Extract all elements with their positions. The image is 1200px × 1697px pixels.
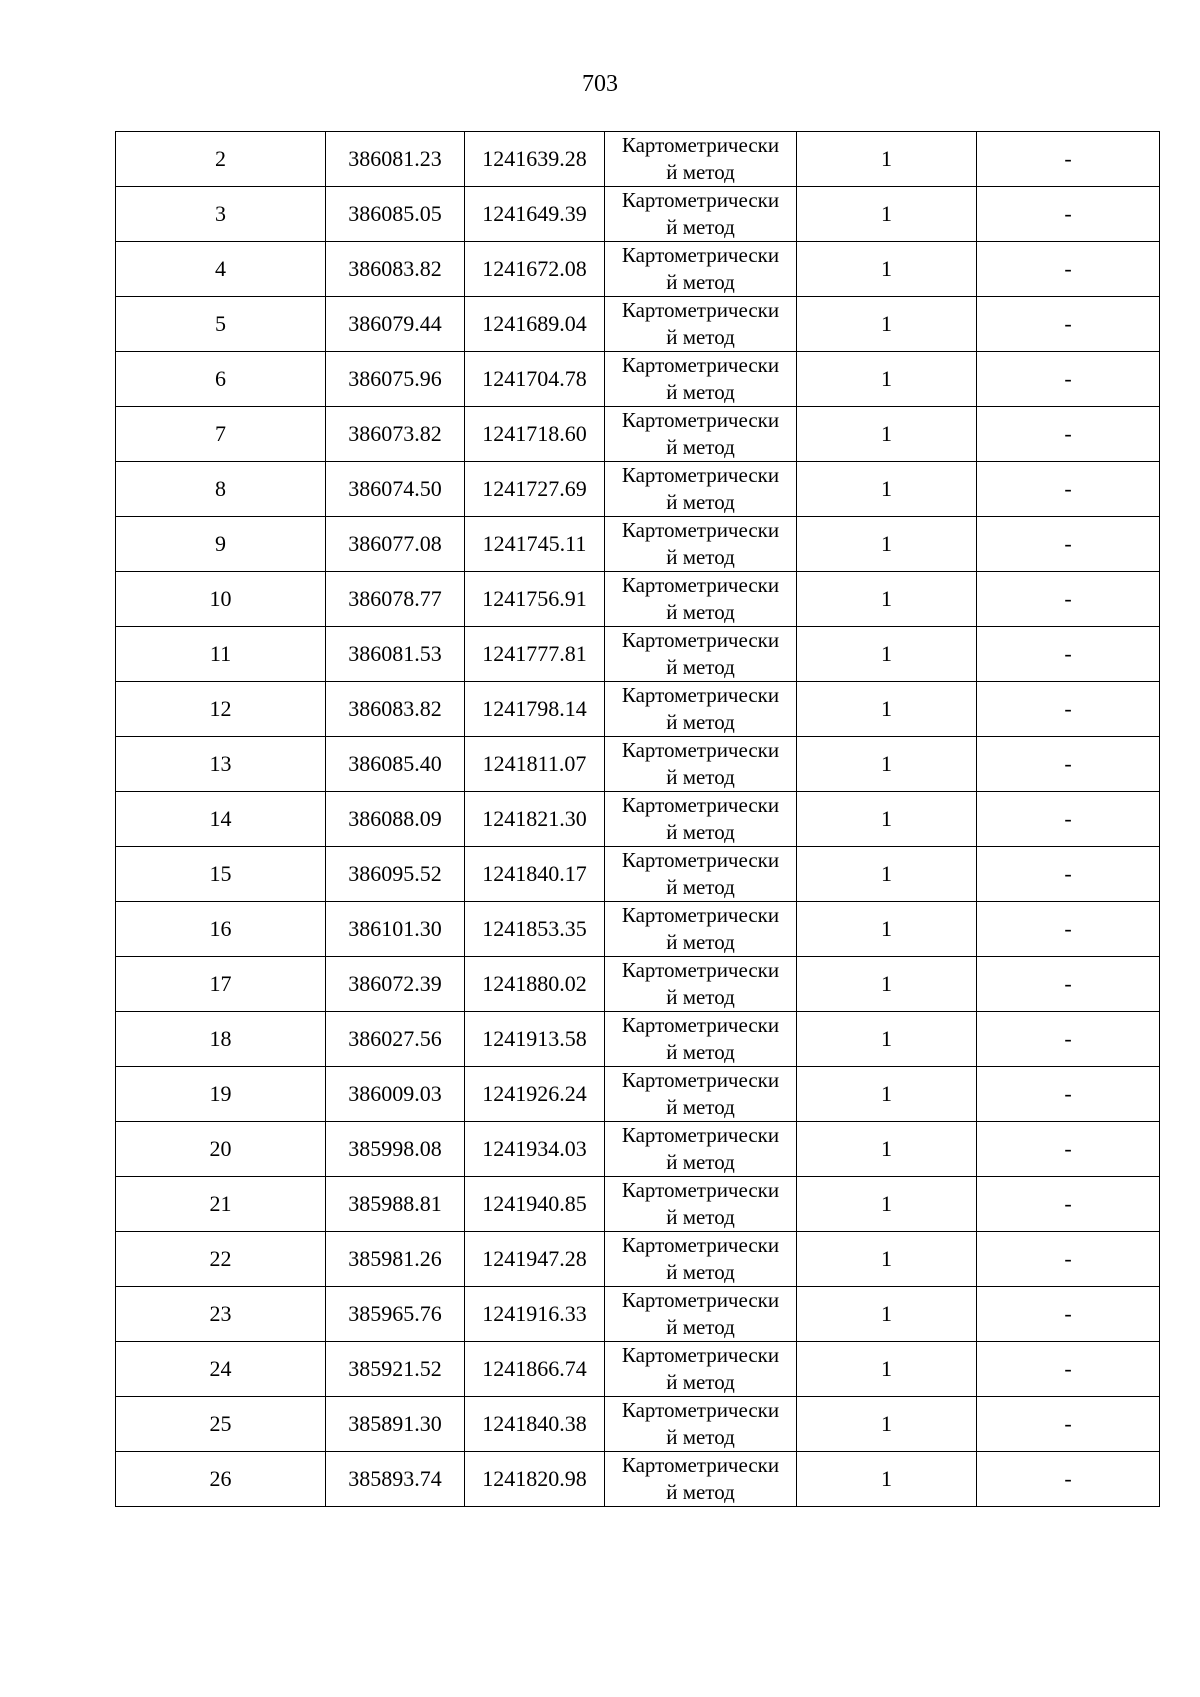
method-line-2: й метод — [666, 1150, 735, 1174]
method-cell — [605, 737, 797, 792]
y-coordinate-cell: 1241820.98 — [465, 1452, 605, 1507]
point-number-cell: 18 — [116, 1012, 326, 1067]
note-cell: - — [977, 737, 1160, 792]
method-line-2: й метод — [666, 655, 735, 679]
method-line-1: Картометрически — [621, 353, 780, 377]
method-line-1: Картометрически — [621, 1288, 780, 1312]
accuracy-cell: 1 — [797, 792, 977, 847]
method-cell — [605, 682, 797, 737]
y-coordinate-cell: 1241756.91 — [465, 572, 605, 627]
method-line-1: Картометрически — [621, 958, 780, 982]
method-line-1: Картометрически — [621, 463, 780, 487]
method-cell — [605, 132, 797, 187]
method-cell — [605, 1177, 797, 1232]
x-coordinate-cell: 385893.74 — [326, 1452, 465, 1507]
note-cell: - — [977, 1012, 1160, 1067]
point-number-cell: 20 — [116, 1122, 326, 1177]
y-coordinate-cell: 1241940.85 — [465, 1177, 605, 1232]
method-cell — [605, 187, 797, 242]
method-line-1: Картометрически — [621, 903, 780, 927]
method-cell — [605, 1287, 797, 1342]
accuracy-cell: 1 — [797, 1012, 977, 1067]
method-line-1: Картометрически — [621, 683, 780, 707]
accuracy-cell: 1 — [797, 1232, 977, 1287]
x-coordinate-cell: 386009.03 — [326, 1067, 465, 1122]
point-number-cell: 16 — [116, 902, 326, 957]
x-coordinate-cell: 386075.96 — [326, 352, 465, 407]
y-coordinate-cell: 1241934.03 — [465, 1122, 605, 1177]
table-row — [116, 737, 1160, 792]
y-coordinate-cell: 1241913.58 — [465, 1012, 605, 1067]
page-number: 703 — [582, 71, 618, 97]
point-number-cell: 3 — [116, 187, 326, 242]
point-number-cell: 10 — [116, 572, 326, 627]
y-coordinate-cell: 1241840.38 — [465, 1397, 605, 1452]
table-row — [116, 132, 1160, 187]
x-coordinate-cell: 385921.52 — [326, 1342, 465, 1397]
point-number-cell: 22 — [116, 1232, 326, 1287]
point-number-cell: 4 — [116, 242, 326, 297]
method-cell — [605, 462, 797, 517]
method-line-2: й метод — [666, 765, 735, 789]
point-number-cell: 15 — [116, 847, 326, 902]
point-number-cell: 12 — [116, 682, 326, 737]
method-line-1: Картометрически — [621, 1398, 780, 1422]
y-coordinate-cell: 1241639.28 — [465, 132, 605, 187]
x-coordinate-cell: 385981.26 — [326, 1232, 465, 1287]
x-coordinate-cell: 385965.76 — [326, 1287, 465, 1342]
point-number-cell: 17 — [116, 957, 326, 1012]
accuracy-cell: 1 — [797, 572, 977, 627]
method-cell — [605, 1342, 797, 1397]
accuracy-cell: 1 — [797, 847, 977, 902]
y-coordinate-cell: 1241745.11 — [465, 517, 605, 572]
table-row — [116, 1232, 1160, 1287]
note-cell: - — [977, 1452, 1160, 1507]
accuracy-cell: 1 — [797, 297, 977, 352]
coordinates-table-body — [116, 132, 1160, 1507]
accuracy-cell: 1 — [797, 1397, 977, 1452]
point-number-cell: 21 — [116, 1177, 326, 1232]
table-row — [116, 1012, 1160, 1067]
method-line-1: Картометрически — [621, 298, 780, 322]
accuracy-cell: 1 — [797, 132, 977, 187]
table-row — [116, 1067, 1160, 1122]
point-number-cell: 13 — [116, 737, 326, 792]
table-row — [116, 462, 1160, 517]
method-cell — [605, 847, 797, 902]
accuracy-cell: 1 — [797, 352, 977, 407]
method-line-2: й метод — [666, 215, 735, 239]
method-cell — [605, 1232, 797, 1287]
method-line-1: Картометрически — [621, 1453, 780, 1477]
y-coordinate-cell: 1241689.04 — [465, 297, 605, 352]
accuracy-cell: 1 — [797, 242, 977, 297]
note-cell: - — [977, 407, 1160, 462]
y-coordinate-cell: 1241704.78 — [465, 352, 605, 407]
x-coordinate-cell: 386095.52 — [326, 847, 465, 902]
x-coordinate-cell: 386074.50 — [326, 462, 465, 517]
note-cell: - — [977, 1177, 1160, 1232]
accuracy-cell: 1 — [797, 1452, 977, 1507]
y-coordinate-cell: 1241926.24 — [465, 1067, 605, 1122]
accuracy-cell: 1 — [797, 957, 977, 1012]
x-coordinate-cell: 386083.82 — [326, 242, 465, 297]
table-row — [116, 902, 1160, 957]
method-cell — [605, 297, 797, 352]
method-line-2: й метод — [666, 820, 735, 844]
method-line-1: Картометрически — [621, 133, 780, 157]
x-coordinate-cell: 385998.08 — [326, 1122, 465, 1177]
method-cell — [605, 242, 797, 297]
note-cell: - — [977, 187, 1160, 242]
x-coordinate-cell: 386085.40 — [326, 737, 465, 792]
table-row — [116, 682, 1160, 737]
accuracy-cell: 1 — [797, 462, 977, 517]
table-row — [116, 847, 1160, 902]
method-line-1: Картометрически — [621, 1068, 780, 1092]
table-row — [116, 957, 1160, 1012]
method-line-1: Картометрически — [621, 738, 780, 762]
point-number-cell: 5 — [116, 297, 326, 352]
method-line-2: й метод — [666, 1370, 735, 1394]
table-row — [116, 517, 1160, 572]
accuracy-cell: 1 — [797, 1177, 977, 1232]
method-line-1: Картометрически — [621, 793, 780, 817]
accuracy-cell: 1 — [797, 1287, 977, 1342]
method-line-1: Картометрически — [621, 848, 780, 872]
accuracy-cell: 1 — [797, 1067, 977, 1122]
accuracy-cell: 1 — [797, 902, 977, 957]
note-cell: - — [977, 902, 1160, 957]
method-cell — [605, 902, 797, 957]
point-number-cell: 9 — [116, 517, 326, 572]
y-coordinate-cell: 1241866.74 — [465, 1342, 605, 1397]
point-number-cell: 6 — [116, 352, 326, 407]
note-cell: - — [977, 462, 1160, 517]
method-cell — [605, 1012, 797, 1067]
accuracy-cell: 1 — [797, 682, 977, 737]
x-coordinate-cell: 386073.82 — [326, 407, 465, 462]
point-number-cell: 23 — [116, 1287, 326, 1342]
point-number-cell: 7 — [116, 407, 326, 462]
table-row — [116, 1452, 1160, 1507]
point-number-cell: 19 — [116, 1067, 326, 1122]
method-line-2: й метод — [666, 490, 735, 514]
note-cell: - — [977, 517, 1160, 572]
x-coordinate-cell: 386077.08 — [326, 517, 465, 572]
method-line-1: Картометрически — [621, 1013, 780, 1037]
method-line-1: Картометрически — [621, 408, 780, 432]
method-line-1: Картометрически — [621, 518, 780, 542]
y-coordinate-cell: 1241947.28 — [465, 1232, 605, 1287]
method-line-2: й метод — [666, 1205, 735, 1229]
method-line-1: Картометрически — [621, 1233, 780, 1257]
method-line-2: й метод — [666, 1480, 735, 1504]
method-line-2: й метод — [666, 435, 735, 459]
method-line-2: й метод — [666, 1260, 735, 1284]
y-coordinate-cell: 1241840.17 — [465, 847, 605, 902]
x-coordinate-cell: 386083.82 — [326, 682, 465, 737]
x-coordinate-cell: 386081.23 — [326, 132, 465, 187]
coordinates-table — [115, 131, 1160, 1507]
method-cell — [605, 627, 797, 682]
x-coordinate-cell: 385891.30 — [326, 1397, 465, 1452]
method-line-2: й метод — [666, 875, 735, 899]
point-number-cell: 11 — [116, 627, 326, 682]
point-number-cell: 14 — [116, 792, 326, 847]
method-line-2: й метод — [666, 270, 735, 294]
method-cell — [605, 517, 797, 572]
method-line-2: й метод — [666, 985, 735, 1009]
y-coordinate-cell: 1241853.35 — [465, 902, 605, 957]
y-coordinate-cell: 1241798.14 — [465, 682, 605, 737]
method-line-1: Картометрически — [621, 628, 780, 652]
table-row — [116, 352, 1160, 407]
x-coordinate-cell: 386079.44 — [326, 297, 465, 352]
table-row — [116, 792, 1160, 847]
table-row — [116, 1122, 1160, 1177]
y-coordinate-cell: 1241880.02 — [465, 957, 605, 1012]
method-line-1: Картометрически — [621, 1178, 780, 1202]
x-coordinate-cell: 386027.56 — [326, 1012, 465, 1067]
note-cell: - — [977, 572, 1160, 627]
method-line-2: й метод — [666, 325, 735, 349]
method-cell — [605, 352, 797, 407]
y-coordinate-cell: 1241916.33 — [465, 1287, 605, 1342]
accuracy-cell: 1 — [797, 737, 977, 792]
accuracy-cell: 1 — [797, 187, 977, 242]
note-cell: - — [977, 242, 1160, 297]
y-coordinate-cell: 1241777.81 — [465, 627, 605, 682]
note-cell: - — [977, 957, 1160, 1012]
note-cell: - — [977, 1232, 1160, 1287]
y-coordinate-cell: 1241727.69 — [465, 462, 605, 517]
y-coordinate-cell: 1241649.39 — [465, 187, 605, 242]
note-cell: - — [977, 352, 1160, 407]
method-cell — [605, 792, 797, 847]
table-row — [116, 1177, 1160, 1232]
method-line-2: й метод — [666, 380, 735, 404]
x-coordinate-cell: 386088.09 — [326, 792, 465, 847]
method-cell — [605, 572, 797, 627]
method-line-1: Картометрически — [621, 573, 780, 597]
point-number-cell: 26 — [116, 1452, 326, 1507]
note-cell: - — [977, 847, 1160, 902]
table-row — [116, 1397, 1160, 1452]
accuracy-cell: 1 — [797, 407, 977, 462]
table-row — [116, 572, 1160, 627]
method-cell — [605, 1122, 797, 1177]
method-line-2: й метод — [666, 1095, 735, 1119]
method-line-2: й метод — [666, 600, 735, 624]
method-line-1: Картометрически — [621, 188, 780, 212]
method-cell — [605, 1452, 797, 1507]
method-cell — [605, 957, 797, 1012]
method-line-1: Картометрически — [621, 1123, 780, 1147]
table-row — [116, 1287, 1160, 1342]
x-coordinate-cell: 386085.05 — [326, 187, 465, 242]
method-cell — [605, 1397, 797, 1452]
note-cell: - — [977, 1287, 1160, 1342]
method-line-1: Картометрически — [621, 243, 780, 267]
x-coordinate-cell: 386101.30 — [326, 902, 465, 957]
note-cell: - — [977, 1122, 1160, 1177]
table-row — [116, 627, 1160, 682]
note-cell: - — [977, 1397, 1160, 1452]
accuracy-cell: 1 — [797, 1342, 977, 1397]
method-line-2: й метод — [666, 930, 735, 954]
point-number-cell: 8 — [116, 462, 326, 517]
method-cell — [605, 1067, 797, 1122]
table-row — [116, 187, 1160, 242]
x-coordinate-cell: 386078.77 — [326, 572, 465, 627]
note-cell: - — [977, 1342, 1160, 1397]
point-number-cell: 2 — [116, 132, 326, 187]
method-line-2: й метод — [666, 1040, 735, 1064]
method-line-2: й метод — [666, 160, 735, 184]
method-line-1: Картометрически — [621, 1343, 780, 1367]
accuracy-cell: 1 — [797, 1122, 977, 1177]
y-coordinate-cell: 1241821.30 — [465, 792, 605, 847]
table-row — [116, 242, 1160, 297]
note-cell: - — [977, 132, 1160, 187]
y-coordinate-cell: 1241811.07 — [465, 737, 605, 792]
note-cell: - — [977, 682, 1160, 737]
x-coordinate-cell: 386072.39 — [326, 957, 465, 1012]
point-number-cell: 25 — [116, 1397, 326, 1452]
table-row — [116, 407, 1160, 462]
table-row — [116, 297, 1160, 352]
note-cell: - — [977, 1067, 1160, 1122]
table-row — [116, 1342, 1160, 1397]
point-number-cell: 24 — [116, 1342, 326, 1397]
method-line-2: й метод — [666, 1425, 735, 1449]
y-coordinate-cell: 1241718.60 — [465, 407, 605, 462]
y-coordinate-cell: 1241672.08 — [465, 242, 605, 297]
note-cell: - — [977, 297, 1160, 352]
accuracy-cell: 1 — [797, 517, 977, 572]
method-line-2: й метод — [666, 545, 735, 569]
note-cell: - — [977, 792, 1160, 847]
method-line-2: й метод — [666, 1315, 735, 1339]
method-line-2: й метод — [666, 710, 735, 734]
x-coordinate-cell: 385988.81 — [326, 1177, 465, 1232]
note-cell: - — [977, 627, 1160, 682]
method-cell — [605, 407, 797, 462]
accuracy-cell: 1 — [797, 627, 977, 682]
x-coordinate-cell: 386081.53 — [326, 627, 465, 682]
